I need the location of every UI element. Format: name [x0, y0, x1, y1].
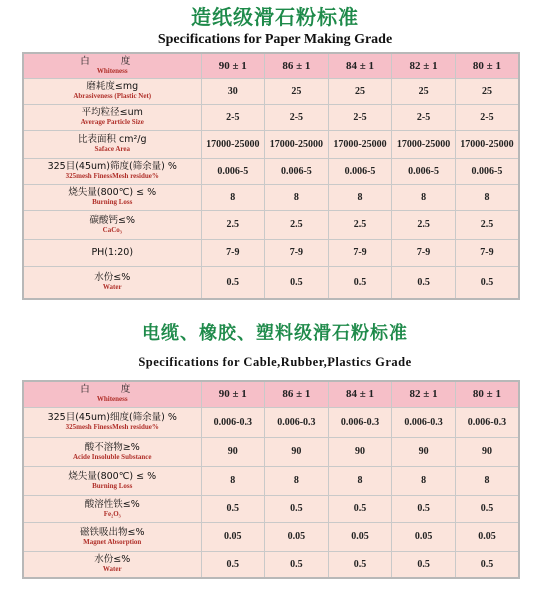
value-cell: 0.5: [328, 551, 392, 578]
value-cell: 25: [392, 78, 456, 104]
value-cell: 0.006-5: [328, 158, 392, 184]
row-label-cn: 平均粒径≤um: [81, 107, 143, 118]
value-cell: 8: [201, 466, 265, 495]
value-cell: 90: [328, 437, 392, 466]
row-label-cell: [23, 184, 201, 210]
grade-header-cell: 80 ± 1: [455, 53, 519, 78]
table1-title-en: Specifications for Paper Making Grade: [157, 32, 393, 47]
value-cell: 90: [201, 437, 265, 466]
row-label-cell: [23, 407, 201, 437]
grade-header-cell: 82 ± 1: [392, 381, 456, 407]
row-label-cn: 烧失量(800℃) ≤ %: [68, 470, 157, 482]
whiteness-label-cn: 白 度: [80, 384, 145, 396]
value-cell: 0.006-5: [455, 158, 519, 184]
value-cell: 0.5: [392, 495, 456, 522]
paper-grade-table: [22, 52, 520, 300]
value-cell: 2.5: [328, 210, 392, 239]
value-cell: 17000-25000: [455, 130, 519, 158]
value-cell: 0.5: [201, 551, 265, 578]
row-label-en: Fe₂O₃: [103, 509, 121, 518]
table-row: [23, 495, 519, 522]
table-row: [23, 551, 519, 578]
row-label-en: 325mesh FinessMesh residue%: [65, 423, 159, 431]
table2-title-en: Specifications for Cable,Rubber,Plastics Grade: [138, 355, 412, 369]
value-cell: 8: [265, 184, 329, 210]
cable-rubber-plastics-grade-table: [22, 380, 520, 579]
row-label-en: Saface Area: [94, 145, 130, 153]
table-row: [23, 437, 519, 466]
row-label-cn: 比表面积 cm²/g: [77, 134, 147, 145]
value-cell: 7-9: [455, 239, 519, 266]
row-label-cn: 磁铁吸出物≤%: [80, 526, 145, 538]
row-label-en: Burning Loss: [92, 481, 133, 490]
row-label-cn: 325目(45um)筛度(筛余量) %: [47, 161, 177, 172]
grade-header-cell: 86 ± 1: [265, 53, 329, 78]
value-cell: 8: [392, 466, 456, 495]
row-label-en: 325mesh FinessMesh residue%: [65, 172, 159, 180]
row-label-cell: [23, 239, 201, 266]
value-cell: 8: [455, 184, 519, 210]
row-label-cn: 磨耗度≤mg: [86, 81, 139, 92]
value-cell: 0.5: [455, 551, 519, 578]
row-label-en: Acide Insoluble Substance: [72, 452, 152, 461]
row-label-cn: 碳酸钙≤%: [89, 214, 135, 226]
value-cell: 25: [265, 78, 329, 104]
value-cell: 2.5: [392, 210, 456, 239]
value-cell: 8: [392, 184, 456, 210]
table-row: [23, 184, 519, 210]
row-label-en: CaCo₃: [102, 225, 122, 234]
value-cell: 90: [265, 437, 329, 466]
value-cell: 0.5: [201, 495, 265, 522]
whiteness-label-en: Whiteness: [96, 66, 128, 75]
grade-header-cell: 82 ± 1: [392, 53, 456, 78]
value-cell: 2-5: [328, 104, 392, 130]
value-cell: 8: [328, 184, 392, 210]
value-cell: 8: [455, 466, 519, 495]
value-cell: 0.006-0.3: [265, 407, 329, 437]
row-label-cn: 水份≤%: [94, 272, 131, 284]
value-cell: 0.5: [455, 495, 519, 522]
value-cell: 0.5: [455, 266, 519, 299]
row-label-cell: [23, 437, 201, 466]
value-cell: 2-5: [455, 104, 519, 130]
grade-header-cell: 84 ± 1: [328, 53, 392, 78]
table2-title-cn: 电缆、橡胶、塑料级滑石粉标准: [142, 323, 408, 344]
row-label-cn: 325目(45um)细度(筛余量) %: [47, 412, 177, 423]
value-cell: 2-5: [265, 104, 329, 130]
row-label-cn: 烧失量(800℃) ≤ %: [68, 187, 157, 198]
whiteness-label-en: Whiteness: [96, 395, 128, 404]
row-label-cn: 酸溶性铁≤%: [84, 498, 140, 510]
header-row: [23, 53, 519, 78]
row-label-en: Water: [102, 565, 122, 574]
row-label-cell: [23, 158, 201, 184]
row-label-cell: [23, 522, 201, 551]
next-table-title-cut: [0, 588, 550, 599]
value-cell: 0.5: [265, 495, 329, 522]
value-cell: 17000-25000: [392, 130, 456, 158]
value-cell: 8: [265, 466, 329, 495]
value-cell: 17000-25000: [328, 130, 392, 158]
value-cell: 0.006-0.3: [392, 407, 456, 437]
grade-header-cell: 90 ± 1: [201, 53, 265, 78]
table-row: [23, 266, 519, 299]
value-cell: 0.006-0.3: [455, 407, 519, 437]
whiteness-label-cell: [23, 381, 201, 407]
value-cell: 0.05: [201, 522, 265, 551]
table-row: [23, 210, 519, 239]
value-cell: 0.5: [265, 266, 329, 299]
row-label-en: Water: [102, 283, 122, 292]
row-label-cell: [23, 210, 201, 239]
row-label-cell: [23, 551, 201, 578]
value-cell: 2.5: [265, 210, 329, 239]
whiteness-label-cell: [23, 53, 201, 78]
value-cell: 2.5: [455, 210, 519, 239]
value-cell: 8: [201, 184, 265, 210]
table-row: [23, 158, 519, 184]
row-label-en: Abrasiveness (Plastic Net): [73, 92, 152, 100]
row-label-cell: [23, 104, 201, 130]
value-cell: 2.5: [201, 210, 265, 239]
value-cell: 2-5: [392, 104, 456, 130]
header-row: [23, 381, 519, 407]
value-cell: 0.006-5: [265, 158, 329, 184]
table-row: [23, 522, 519, 551]
value-cell: 0.006-0.3: [328, 407, 392, 437]
row-label-cell: [23, 466, 201, 495]
value-cell: 7-9: [201, 239, 265, 266]
value-cell: 90: [455, 437, 519, 466]
value-cell: 0.05: [455, 522, 519, 551]
value-cell: 0.5: [201, 266, 265, 299]
row-label-en: Burning Loss: [92, 198, 133, 206]
value-cell: 0.5: [392, 551, 456, 578]
row-label-cell: [23, 130, 201, 158]
value-cell: 30: [201, 78, 265, 104]
table1-title-cn: 造纸级滑石粉标准: [191, 5, 359, 29]
value-cell: 25: [455, 78, 519, 104]
value-cell: 8: [328, 466, 392, 495]
value-cell: 0.006-5: [201, 158, 265, 184]
value-cell: 0.006-0.3: [201, 407, 265, 437]
value-cell: 0.5: [328, 495, 392, 522]
row-label-cn: PH(1:20): [91, 247, 134, 258]
value-cell: 0.5: [392, 266, 456, 299]
value-cell: 0.5: [265, 551, 329, 578]
whiteness-label-cn: 白 度: [80, 55, 145, 67]
grade-header-cell: 90 ± 1: [201, 381, 265, 407]
grade-header-cell: 84 ± 1: [328, 381, 392, 407]
row-label-cell: [23, 78, 201, 104]
value-cell: 2-5: [201, 104, 265, 130]
value-cell: 90: [392, 437, 456, 466]
row-label-cn: 水份≤%: [94, 554, 131, 566]
table-row: [23, 78, 519, 104]
table-row: [23, 130, 519, 158]
table-row: [23, 466, 519, 495]
table-row: [23, 407, 519, 437]
value-cell: 0.006-5: [392, 158, 456, 184]
value-cell: 25: [328, 78, 392, 104]
value-cell: 0.05: [328, 522, 392, 551]
table-row: [23, 104, 519, 130]
value-cell: 7-9: [328, 239, 392, 266]
grade-header-cell: 86 ± 1: [265, 381, 329, 407]
row-label-cn: 酸不溶物≥%: [84, 441, 140, 453]
row-label-cell: [23, 495, 201, 522]
value-cell: 17000-25000: [265, 130, 329, 158]
value-cell: 7-9: [392, 239, 456, 266]
row-label-en: Average Particle Size: [80, 118, 144, 126]
value-cell: 0.05: [392, 522, 456, 551]
grade-header-cell: 80 ± 1: [455, 381, 519, 407]
value-cell: 7-9: [265, 239, 329, 266]
table-row: [23, 239, 519, 266]
row-label-en: Magnet Absorption: [83, 537, 142, 546]
value-cell: 0.5: [328, 266, 392, 299]
row-label-cell: [23, 266, 201, 299]
value-cell: 17000-25000: [201, 130, 265, 158]
value-cell: 0.05: [265, 522, 329, 551]
